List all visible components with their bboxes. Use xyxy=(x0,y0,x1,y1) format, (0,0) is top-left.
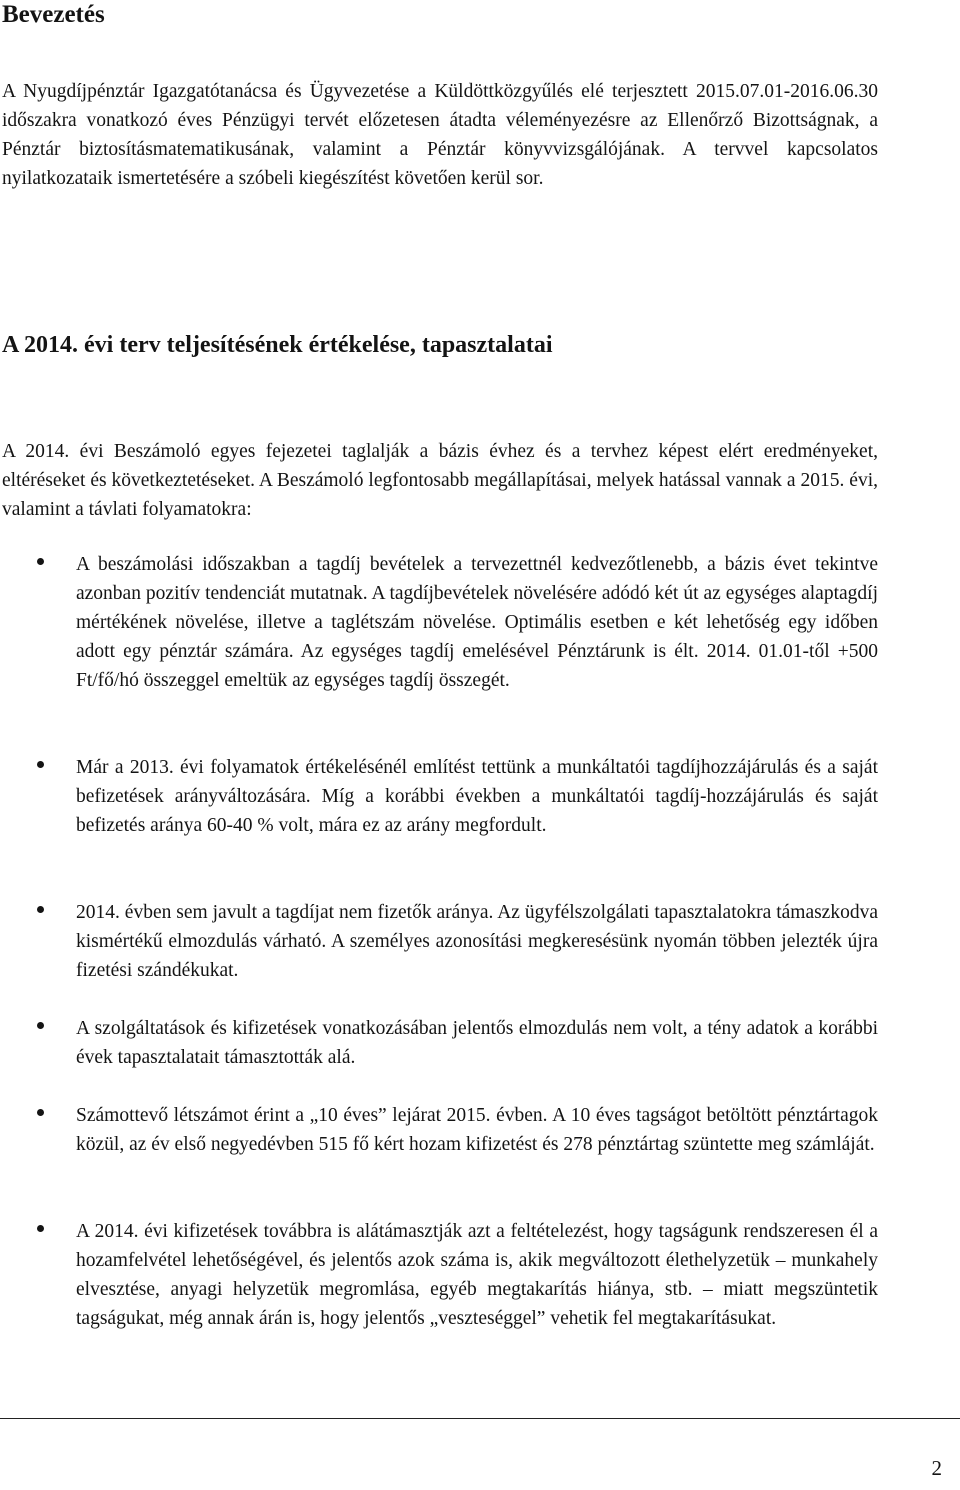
bullet-dot-icon xyxy=(37,1109,44,1116)
bullet-dot-icon xyxy=(37,906,44,913)
bullet-dot-icon xyxy=(37,1022,44,1029)
list-item-text: Számottevő létszámot érint a „10 éves” lejárat 2015. évben. A 10 éves tagságot betöltött pénztártagok közül, az év első negyedévben 515 fő kért hozam kifizetést és 278 pénztártag szüntette meg számláját. xyxy=(76,1105,878,1155)
list-item-text: A beszámolási időszakban a tagdíj bevételek a tervezettnél kedvezőtlenebb, a bázis évet tekintve azonban pozitív tendenciát mutatnak. A tagdíjbevételek növelésére adódó két út az egységes alaptagdíj mértékének növelése, illetve a taglétszám növelése. Optimális esetben e két lehetőség egy időben adott egy pénztár számára. Az egységes tagdíj emelésével Pénztárunk is élt. 2014. 01.01-től +500 Ft/fő/hó összeggel emeltük az egységes tagdíj összegét. xyxy=(76,554,878,691)
list-item-text: A 2014. évi kifizetések továbbra is alátámasztják azt a feltételezést, hogy tagságunk rendszeresen él a hozamfelvétel lehetőségével, és jelentős azok száma is, akik megváltozott élethelyzetük – munkahely elvesztése, anyagi helyzetük megromlása, egyéb megtakarítás hiánya, stb. – miatt megszüntetik tagságukat, még annak árán is, hogy jelentős „veszteséggel” vehetik fel megtakarításukat. xyxy=(76,1221,878,1329)
list-item-text: 2014. évben sem javult a tagdíjat nem fizetők aránya. Az ügyfélszolgálati tapasztalatokra támaszkodva kismértékű elmozdulás várható. A személyes azonosítási megkeresésünk nyomán többen jelezték újra fizetési szándékukat. xyxy=(76,902,878,981)
heading-bevezetes: Bevezetés xyxy=(2,1,105,28)
paragraph-evaluation: A 2014. évi Beszámoló egyes fejezetei taglalják a bázis évhez és a tervhez képest elért eredményeket, eltéréseket és következtetéseket. A Beszámoló legfontosabb megállapításai, melyek hatással vannak a 2015. évi, valamint a távlati folyamatokra: xyxy=(2,441,878,520)
paragraph-intro: A Nyugdíjpénztár Igazgatótanácsa és Ügyvezetése a Küldöttközgyűlés elé terjesztett 2015.07.01-2016.06.30 időszakra vonatkozó éves Pénzügyi tervét előzetesen átadta véleményezésre az Ellenőrző Bizottságnak, a Pénztár biztosításmatematikusának, valamint a Pénztár könyvvizsgálójának. A tervvel kapcsolatos nyilatkozataik ismertetésére a szóbeli kiegészítést követően kerül sor. xyxy=(2,81,878,189)
bullet-dot-icon xyxy=(37,558,44,565)
heading-evaluation: A 2014. évi terv teljesítésének értékelése, tapasztalatai xyxy=(2,332,553,358)
bullet-dot-icon xyxy=(37,1225,44,1232)
list-item-text: Már a 2013. évi folyamatok értékelésénél említést tettünk a munkáltatói tagdíjhozzájárulás és a saját befizetések arányváltozására. Míg a korábbi években a munkáltatói tagdíj-hozzájárulás és saját befizetés aránya 60-40 % volt, mára ez az arány megfordult. xyxy=(76,757,878,836)
bullet-dot-icon xyxy=(37,761,44,768)
footer-rule xyxy=(0,1418,960,1419)
list-item-text: A szolgáltatások és kifizetések vonatkozásában jelentős elmozdulás nem volt, a tény adatok a korábbi évek tapasztalatait támasztották alá. xyxy=(76,1018,878,1068)
page-number: 2 xyxy=(931,1456,942,1480)
